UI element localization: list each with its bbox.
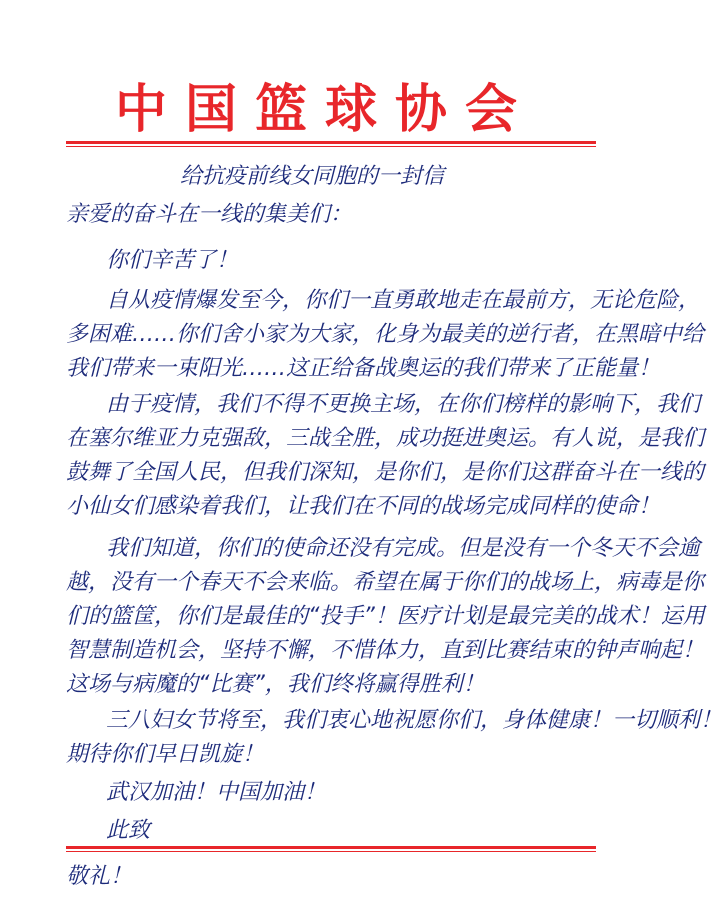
paragraph-3-line: 越，没有一个春天不会来临。希望在属于你们的战场上，病毒是你	[66, 570, 705, 595]
paragraph-2-line: 在塞尔维亚力克强敌，三战全胜，成功挺进奥运。有人说，是我们	[66, 426, 705, 451]
letter-cheer: 武汉加油！中国加油！	[106, 780, 327, 805]
footer-rule	[66, 846, 596, 849]
paragraph-4-line: 期待你们早日凯旋！	[66, 742, 265, 767]
paragraph-1-line: 多困难……你们舍小家为大家，化身为最美的逆行者，在黑暗中给	[66, 322, 705, 347]
paragraph-3-line: 我们知道，你们的使命还没有完成。但是没有一个冬天不会逾	[106, 536, 701, 561]
letter-salutation: 亲爱的奋斗在一线的集美们：	[66, 202, 353, 227]
paragraph-3-line: 这场与病魔的“比赛”，我们终将赢得胜利！	[66, 672, 485, 697]
letter-greeting: 你们辛苦了！	[106, 248, 239, 273]
paragraph-2-line: 鼓舞了全国人民，但我们深知，是你们，是你们这群奋斗在一线的	[66, 460, 705, 485]
letterhead-org-name: 中国篮球协会	[114, 79, 535, 140]
letter-closing-2: 敬礼！	[66, 864, 133, 889]
paragraph-3-line: 智慧制造机会，坚持不懈，不惜体力，直到比赛结束的钟声响起！	[66, 638, 705, 663]
paragraph-1-line: 自从疫情爆发至今，你们一直勇敢地走在最前方，无论危险，	[106, 288, 701, 313]
paragraph-2-line: 小仙女们感染着我们，让我们在不同的战场完成同样的使命！	[66, 494, 661, 519]
paragraph-3-line: 们的篮筐，你们是最佳的“投手”！医疗计划是最完美的战术！运用	[66, 604, 705, 629]
paragraph-4-line: 三八妇女节将至，我们衷心地祝愿你们，身体健康！一切顺利！	[106, 708, 722, 733]
footer-rule-thin	[66, 851, 596, 852]
paragraph-1-line: 我们带来一束阳光……这正给备战奥运的我们带来了正能量！	[66, 356, 661, 381]
paragraph-2-line: 由于疫情，我们不得不更换主场，在你们榜样的影响下，我们	[106, 392, 701, 417]
letter-title: 给抗疫前线女同胞的一封信	[180, 164, 445, 189]
letterhead-rule-top-thin	[66, 146, 596, 147]
letterhead-rule-top	[66, 141, 596, 144]
letter-closing-1: 此致	[106, 818, 151, 843]
